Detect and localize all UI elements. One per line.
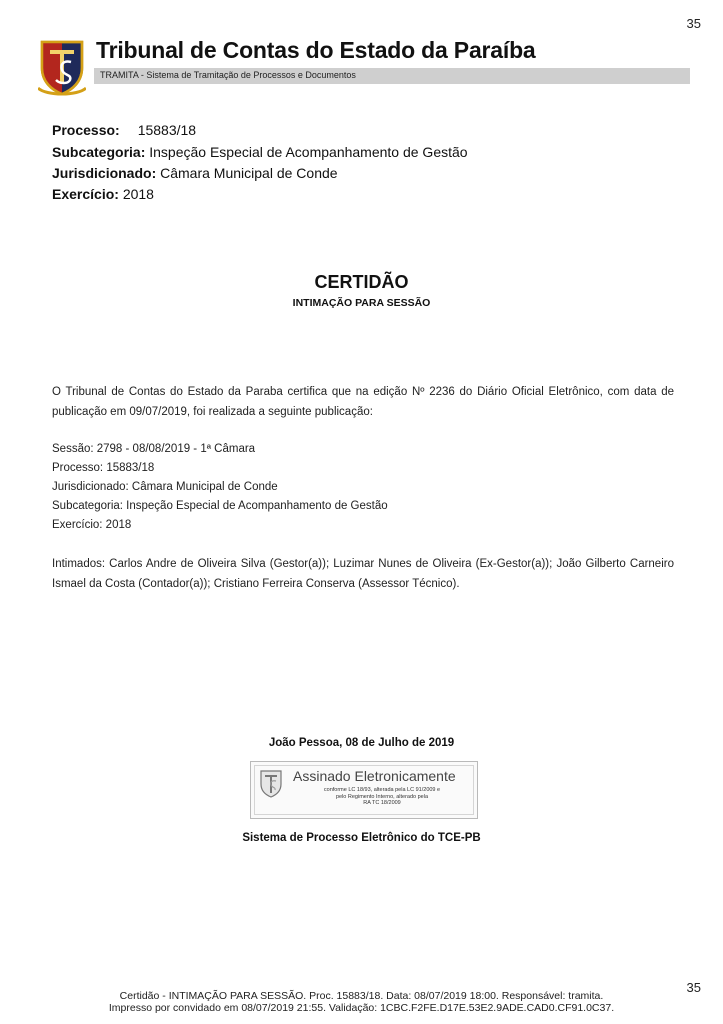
stamp-note bbox=[307, 787, 457, 807]
page-number-bottom: 35 bbox=[686, 980, 701, 995]
tce-pb-crest-icon bbox=[38, 38, 86, 96]
city-date: João Pessoa, 08 de Julho de 2019 bbox=[268, 737, 455, 749]
system-name: Sistema de Processo Eletrônico do TCE-PB bbox=[242, 832, 481, 844]
detail-subcategoria: Subcategoria: Inspeção Especial de Acompanhamento de Gestão bbox=[52, 500, 388, 512]
footer-line-1: Certidão - INTIMAÇÃO PARA SESSÃO. Proc. 15883/18. Data: 08/07/2019 18:00. Responsável: tramita. bbox=[119, 990, 604, 1002]
footer-line-2: Impresso por convidado em 08/07/2019 21:55. Validação: 1CBC.F2FE.D17E.53E2.9ADE.CAD0.CF91.0C37. bbox=[108, 1002, 615, 1014]
intro-paragraph: O Tribunal de Contas do Estado da Paraba certifica que na edição Nº 2236 do Diário Oficial Eletrônico, com data de publicação em 09/07/2019, foi realizada a seguinte publicação: bbox=[52, 386, 674, 418]
processo-value: 15883/18 bbox=[137, 122, 197, 138]
stamp-title: Assinado Eletronicamente bbox=[293, 768, 456, 784]
meta-jurisdicionado bbox=[52, 165, 338, 181]
electronic-signature-stamp bbox=[250, 761, 478, 819]
intimados-paragraph: Intimados: Carlos Andre de Oliveira Silva (Gestor(a)); Luzimar Nunes de Oliveira (Ex-Gestor(a)); João Gilberto Carneiro Ismael da Costa (Contador(a)); Cristiano Ferreira Conserva (Assessor Técnico). bbox=[52, 558, 674, 590]
meta-subcategoria bbox=[52, 144, 468, 160]
certificate-subtitle: INTIMAÇÃO PARA SESSÃO bbox=[292, 297, 431, 309]
exercicio-value: 2018 bbox=[122, 186, 154, 202]
publication-details bbox=[52, 440, 674, 535]
stamp-note-line: conforme LC 18/93, alterada pela LC 91/2009 e bbox=[323, 787, 441, 793]
tce-pb-seal-icon bbox=[259, 769, 283, 799]
detail-exercicio: Exercício: 2018 bbox=[52, 519, 132, 531]
detail-processo: Processo: 15883/18 bbox=[52, 462, 155, 474]
page-title: Tribunal de Contas do Estado da Paraíba bbox=[96, 37, 536, 63]
header-bar bbox=[94, 68, 690, 84]
meta-processo bbox=[52, 122, 196, 138]
subcategoria-value: Inspeção Especial de Acompanhamento de Gestão bbox=[149, 144, 468, 160]
processo-label: Processo: bbox=[52, 122, 120, 138]
exercicio-label: Exercício: bbox=[52, 186, 119, 202]
subcategoria-label: Subcategoria: bbox=[52, 144, 146, 160]
jurisdicionado-label: Jurisdicionado: bbox=[52, 165, 157, 181]
header-subtitle: TRAMITA - Sistema de Tramitação de Processos e Documentos bbox=[100, 70, 356, 80]
detail-jurisdicionado: Jurisdicionado: Câmara Municipal de Conde bbox=[52, 481, 278, 493]
detail-sessao: Sessão: 2798 - 08/08/2019 - 1ª Câmara bbox=[52, 443, 256, 455]
certificate-title: CERTIDÃO bbox=[314, 272, 409, 292]
page-number-top: 35 bbox=[686, 16, 701, 31]
meta-exercicio bbox=[52, 186, 154, 202]
jurisdicionado-value: Câmara Municipal de Conde bbox=[160, 165, 338, 181]
footer bbox=[0, 990, 723, 1014]
stamp-note-line: pelo Regimento Interno, alterado pela bbox=[335, 793, 429, 800]
stamp-note-line: RA TC 18/2009 bbox=[363, 800, 401, 806]
